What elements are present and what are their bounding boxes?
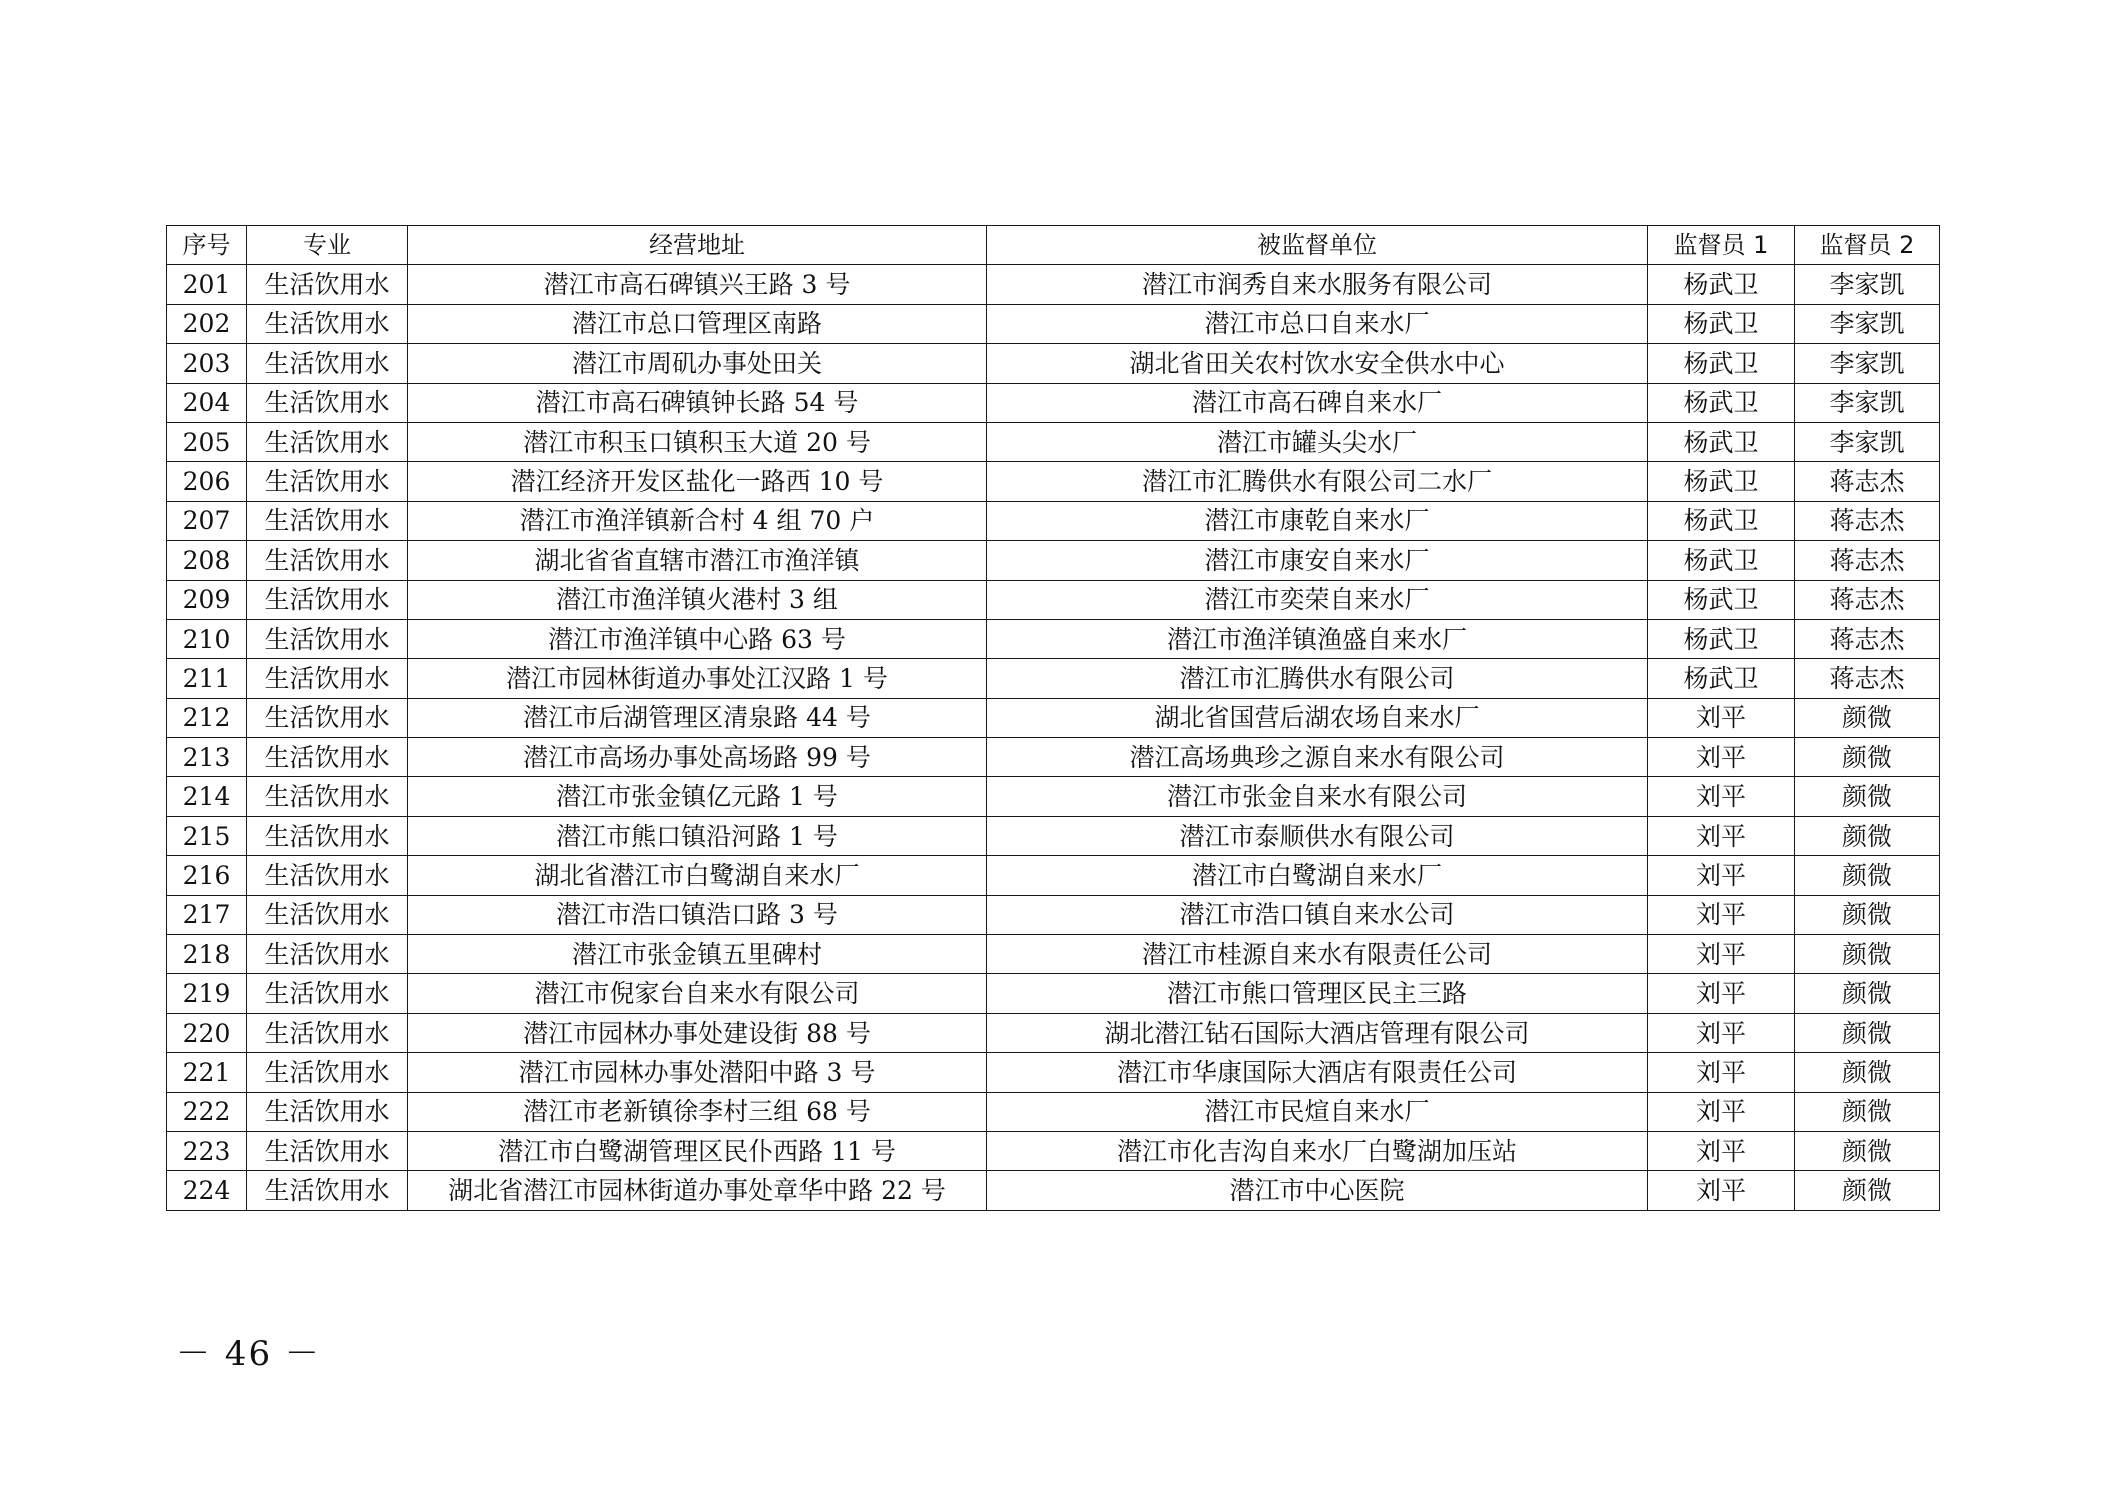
cell-serial-number: 207 — [167, 501, 247, 540]
cell-supervisor-1: 刘平 — [1648, 856, 1795, 895]
cell-category: 生活饮用水 — [247, 1092, 408, 1131]
cell-category: 生活饮用水 — [247, 895, 408, 934]
table-row — [167, 1053, 1940, 1092]
cell-category: 生活饮用水 — [247, 541, 408, 580]
cell-supervised-unit: 潜江高场典珍之源自来水有限公司 — [987, 738, 1648, 777]
cell-serial-number: 205 — [167, 422, 247, 461]
cell-business-address: 潜江市积玉口镇积玉大道 20 号 — [408, 422, 987, 461]
cell-supervisor-2: 李家凯 — [1795, 265, 1940, 304]
cell-supervised-unit: 湖北潜江钻石国际大酒店管理有限公司 — [987, 1013, 1648, 1052]
cell-serial-number: 218 — [167, 935, 247, 974]
table-row — [167, 541, 1940, 580]
cell-business-address: 潜江市渔洋镇新合村 4 组 70 户 — [408, 501, 987, 540]
cell-category: 生活饮用水 — [247, 422, 408, 461]
cell-supervisor-2: 李家凯 — [1795, 344, 1940, 383]
cell-supervised-unit: 潜江市罐头尖水厂 — [987, 422, 1648, 461]
cell-serial-number: 224 — [167, 1171, 247, 1210]
cell-supervisor-1: 刘平 — [1648, 738, 1795, 777]
cell-business-address: 潜江市周矶办事处田关 — [408, 344, 987, 383]
cell-supervisor-1: 杨武卫 — [1648, 383, 1795, 422]
table-row — [167, 895, 1940, 934]
cell-supervisor-1: 刘平 — [1648, 1013, 1795, 1052]
cell-supervised-unit: 潜江市中心医院 — [987, 1171, 1648, 1210]
page-number: － 46 － — [176, 1334, 321, 1374]
cell-business-address: 湖北省潜江市园林街道办事处章华中路 22 号 — [408, 1171, 987, 1210]
cell-supervisor-2: 蒋志杰 — [1795, 619, 1940, 658]
cell-serial-number: 215 — [167, 816, 247, 855]
cell-supervisor-1: 刘平 — [1648, 816, 1795, 855]
cell-supervisor-1: 杨武卫 — [1648, 304, 1795, 343]
supervision-table — [166, 225, 1940, 1211]
cell-business-address: 潜江市高石碑镇兴王路 3 号 — [408, 265, 987, 304]
cell-business-address: 湖北省潜江市白鹭湖自来水厂 — [408, 856, 987, 895]
header-serial-number: 序号 — [167, 226, 247, 265]
cell-supervisor-2: 颜微 — [1795, 1171, 1940, 1210]
header-supervisor-2: 监督员 2 — [1795, 226, 1940, 265]
cell-serial-number: 209 — [167, 580, 247, 619]
cell-supervised-unit: 湖北省田关农村饮水安全供水中心 — [987, 344, 1648, 383]
cell-category: 生活饮用水 — [247, 462, 408, 501]
cell-serial-number: 201 — [167, 265, 247, 304]
table-row — [167, 1171, 1940, 1210]
cell-supervisor-2: 蒋志杰 — [1795, 580, 1940, 619]
cell-supervisor-1: 杨武卫 — [1648, 422, 1795, 461]
cell-supervised-unit: 潜江市化吉沟自来水厂白鹭湖加压站 — [987, 1131, 1648, 1170]
cell-supervisor-2: 颜微 — [1795, 816, 1940, 855]
cell-supervisor-1: 刘平 — [1648, 777, 1795, 816]
cell-supervisor-1: 刘平 — [1648, 1131, 1795, 1170]
cell-business-address: 潜江市渔洋镇中心路 63 号 — [408, 619, 987, 658]
cell-supervised-unit: 潜江市民煊自来水厂 — [987, 1092, 1648, 1131]
cell-business-address: 潜江市白鹭湖管理区民仆西路 11 号 — [408, 1131, 987, 1170]
cell-category: 生活饮用水 — [247, 698, 408, 737]
cell-category: 生活饮用水 — [247, 1171, 408, 1210]
table-row — [167, 816, 1940, 855]
table-row — [167, 856, 1940, 895]
cell-business-address: 潜江市熊口镇沿河路 1 号 — [408, 816, 987, 855]
cell-supervisor-1: 杨武卫 — [1648, 580, 1795, 619]
cell-supervisor-1: 刘平 — [1648, 974, 1795, 1013]
cell-business-address: 潜江市总口管理区南路 — [408, 304, 987, 343]
cell-serial-number: 213 — [167, 738, 247, 777]
cell-supervisor-2: 颜微 — [1795, 1092, 1940, 1131]
cell-supervised-unit: 潜江市总口自来水厂 — [987, 304, 1648, 343]
cell-business-address: 潜江市老新镇徐李村三组 68 号 — [408, 1092, 987, 1131]
cell-supervised-unit: 潜江市汇腾供水有限公司 — [987, 659, 1648, 698]
cell-category: 生活饮用水 — [247, 619, 408, 658]
table-row — [167, 501, 1940, 540]
cell-category: 生活饮用水 — [247, 816, 408, 855]
cell-supervisor-1: 刘平 — [1648, 698, 1795, 737]
cell-serial-number: 217 — [167, 895, 247, 934]
cell-supervisor-2: 颜微 — [1795, 777, 1940, 816]
table-row — [167, 698, 1940, 737]
table-row — [167, 344, 1940, 383]
cell-supervisor-1: 刘平 — [1648, 935, 1795, 974]
cell-supervisor-2: 蒋志杰 — [1795, 501, 1940, 540]
cell-serial-number: 211 — [167, 659, 247, 698]
cell-category: 生活饮用水 — [247, 304, 408, 343]
cell-supervisor-1: 杨武卫 — [1648, 265, 1795, 304]
table-row — [167, 462, 1940, 501]
cell-supervisor-1: 杨武卫 — [1648, 344, 1795, 383]
table-row — [167, 1013, 1940, 1052]
cell-business-address: 潜江市高场办事处高场路 99 号 — [408, 738, 987, 777]
cell-supervisor-1: 刘平 — [1648, 895, 1795, 934]
cell-category: 生活饮用水 — [247, 1013, 408, 1052]
cell-business-address: 潜江市园林办事处潜阳中路 3 号 — [408, 1053, 987, 1092]
cell-supervisor-2: 颜微 — [1795, 738, 1940, 777]
cell-business-address: 潜江市张金镇亿元路 1 号 — [408, 777, 987, 816]
cell-supervised-unit: 潜江市高石碑自来水厂 — [987, 383, 1648, 422]
cell-business-address: 潜江市张金镇五里碑村 — [408, 935, 987, 974]
cell-supervisor-2: 李家凯 — [1795, 383, 1940, 422]
table-row — [167, 383, 1940, 422]
cell-category: 生活饮用水 — [247, 501, 408, 540]
cell-serial-number: 219 — [167, 974, 247, 1013]
table-row — [167, 777, 1940, 816]
cell-category: 生活饮用水 — [247, 265, 408, 304]
table-row — [167, 659, 1940, 698]
cell-supervisor-1: 刘平 — [1648, 1171, 1795, 1210]
cell-serial-number: 203 — [167, 344, 247, 383]
cell-serial-number: 208 — [167, 541, 247, 580]
cell-business-address: 湖北省省直辖市潜江市渔洋镇 — [408, 541, 987, 580]
header-supervisor-1: 监督员 1 — [1648, 226, 1795, 265]
table-row — [167, 738, 1940, 777]
header-supervised-unit: 被监督单位 — [987, 226, 1648, 265]
table-row — [167, 1131, 1940, 1170]
cell-supervisor-1: 杨武卫 — [1648, 619, 1795, 658]
cell-supervised-unit: 潜江市奕荣自来水厂 — [987, 580, 1648, 619]
cell-business-address: 潜江市浩口镇浩口路 3 号 — [408, 895, 987, 934]
cell-supervised-unit: 潜江市康乾自来水厂 — [987, 501, 1648, 540]
cell-serial-number: 222 — [167, 1092, 247, 1131]
cell-category: 生活饮用水 — [247, 659, 408, 698]
cell-serial-number: 221 — [167, 1053, 247, 1092]
cell-supervisor-1: 杨武卫 — [1648, 501, 1795, 540]
cell-business-address: 潜江市渔洋镇火港村 3 组 — [408, 580, 987, 619]
cell-supervised-unit: 潜江市华康国际大酒店有限责任公司 — [987, 1053, 1648, 1092]
header-business-address: 经营地址 — [408, 226, 987, 265]
table-row — [167, 1092, 1940, 1131]
cell-supervised-unit: 潜江市泰顺供水有限公司 — [987, 816, 1648, 855]
header-category: 专业 — [247, 226, 408, 265]
cell-business-address: 潜江市后湖管理区清泉路 44 号 — [408, 698, 987, 737]
table-row — [167, 304, 1940, 343]
cell-supervised-unit: 潜江市汇腾供水有限公司二水厂 — [987, 462, 1648, 501]
cell-serial-number: 202 — [167, 304, 247, 343]
cell-supervisor-2: 李家凯 — [1795, 304, 1940, 343]
cell-supervisor-2: 颜微 — [1795, 856, 1940, 895]
table-row — [167, 580, 1940, 619]
table-row — [167, 974, 1940, 1013]
cell-supervisor-2: 颜微 — [1795, 974, 1940, 1013]
cell-supervised-unit: 潜江市渔洋镇渔盛自来水厂 — [987, 619, 1648, 658]
cell-category: 生活饮用水 — [247, 580, 408, 619]
cell-category: 生活饮用水 — [247, 344, 408, 383]
cell-supervisor-2: 颜微 — [1795, 1053, 1940, 1092]
cell-supervisor-2: 李家凯 — [1795, 422, 1940, 461]
cell-serial-number: 206 — [167, 462, 247, 501]
cell-supervised-unit: 潜江市润秀自来水服务有限公司 — [987, 265, 1648, 304]
cell-serial-number: 210 — [167, 619, 247, 658]
cell-business-address: 潜江市园林街道办事处江汉路 1 号 — [408, 659, 987, 698]
cell-supervisor-1: 杨武卫 — [1648, 541, 1795, 580]
cell-supervisor-2: 颜微 — [1795, 698, 1940, 737]
cell-category: 生活饮用水 — [247, 935, 408, 974]
header-row — [167, 226, 1940, 265]
cell-business-address: 潜江市园林办事处建设街 88 号 — [408, 1013, 987, 1052]
cell-category: 生活饮用水 — [247, 856, 408, 895]
cell-supervisor-2: 颜微 — [1795, 935, 1940, 974]
cell-supervisor-2: 颜微 — [1795, 895, 1940, 934]
table-header — [167, 226, 1940, 265]
cell-supervised-unit: 潜江市桂源自来水有限责任公司 — [987, 935, 1648, 974]
cell-category: 生活饮用水 — [247, 1053, 408, 1092]
cell-serial-number: 204 — [167, 383, 247, 422]
cell-supervised-unit: 潜江市白鹭湖自来水厂 — [987, 856, 1648, 895]
table-row — [167, 619, 1940, 658]
table-body — [167, 265, 1940, 1210]
cell-category: 生活饮用水 — [247, 383, 408, 422]
table-row — [167, 935, 1940, 974]
cell-category: 生活饮用水 — [247, 974, 408, 1013]
cell-supervisor-1: 刘平 — [1648, 1053, 1795, 1092]
cell-supervisor-2: 蒋志杰 — [1795, 541, 1940, 580]
cell-supervised-unit: 潜江市张金自来水有限公司 — [987, 777, 1648, 816]
table-row — [167, 265, 1940, 304]
cell-supervisor-1: 刘平 — [1648, 1092, 1795, 1131]
cell-serial-number: 214 — [167, 777, 247, 816]
cell-supervisor-1: 杨武卫 — [1648, 462, 1795, 501]
cell-business-address: 潜江经济开发区盐化一路西 10 号 — [408, 462, 987, 501]
cell-business-address: 潜江市倪家台自来水有限公司 — [408, 974, 987, 1013]
cell-supervised-unit: 湖北省国营后湖农场自来水厂 — [987, 698, 1648, 737]
cell-supervisor-2: 蒋志杰 — [1795, 462, 1940, 501]
cell-supervised-unit: 潜江市浩口镇自来水公司 — [987, 895, 1648, 934]
cell-serial-number: 223 — [167, 1131, 247, 1170]
cell-supervised-unit: 潜江市熊口管理区民主三路 — [987, 974, 1648, 1013]
cell-supervisor-1: 杨武卫 — [1648, 659, 1795, 698]
cell-serial-number: 220 — [167, 1013, 247, 1052]
cell-category: 生活饮用水 — [247, 738, 408, 777]
cell-supervisor-2: 颜微 — [1795, 1013, 1940, 1052]
table-row — [167, 422, 1940, 461]
cell-serial-number: 212 — [167, 698, 247, 737]
cell-supervisor-2: 颜微 — [1795, 1131, 1940, 1170]
cell-business-address: 潜江市高石碑镇钟长路 54 号 — [408, 383, 987, 422]
cell-category: 生活饮用水 — [247, 777, 408, 816]
cell-category: 生活饮用水 — [247, 1131, 408, 1170]
cell-serial-number: 216 — [167, 856, 247, 895]
cell-supervised-unit: 潜江市康安自来水厂 — [987, 541, 1648, 580]
cell-supervisor-2: 蒋志杰 — [1795, 659, 1940, 698]
